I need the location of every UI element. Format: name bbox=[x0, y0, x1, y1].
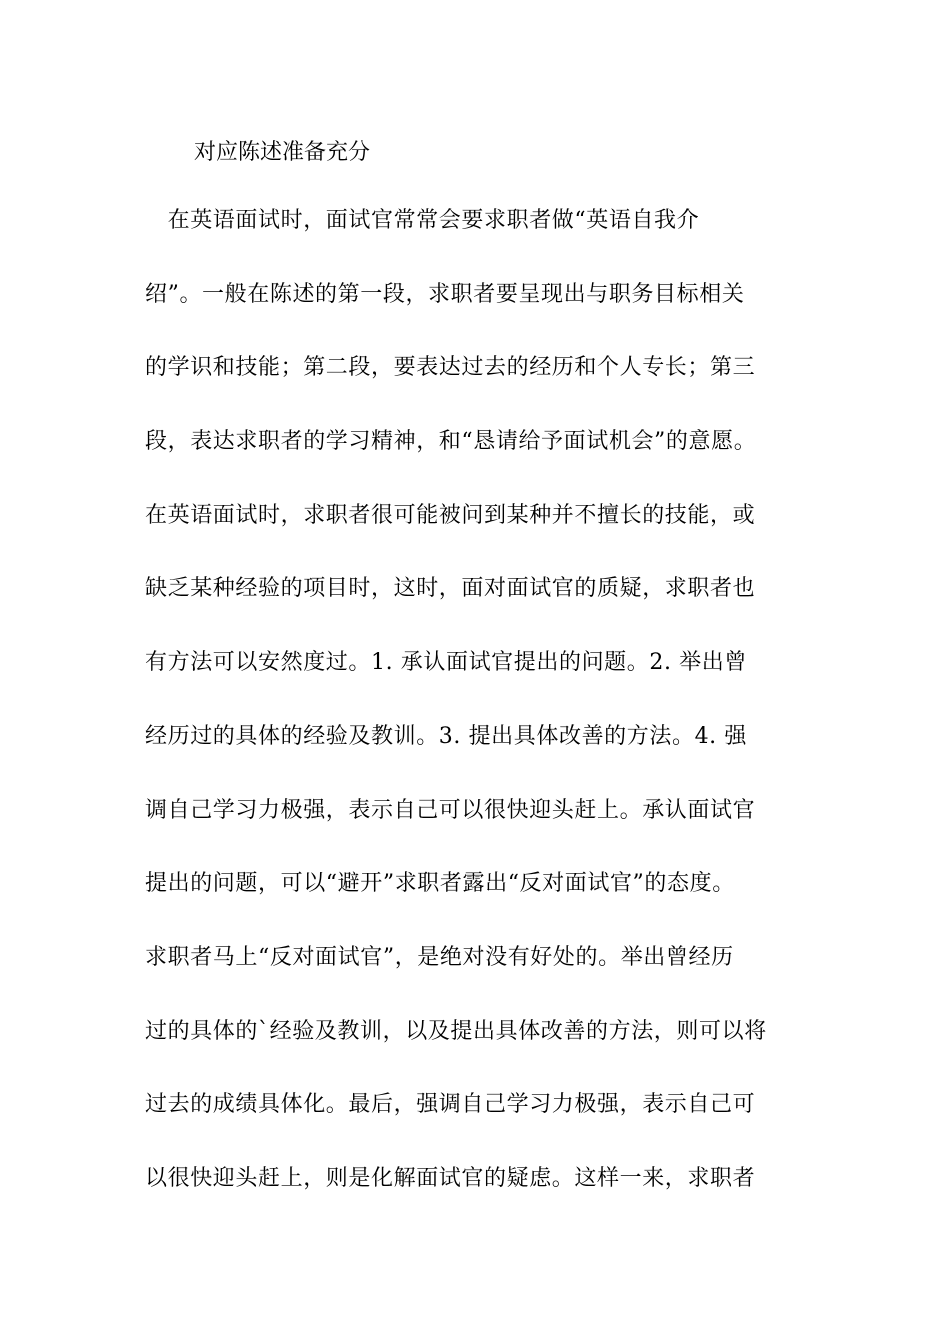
text-line: 提出的问题，可以“避开”求职者露出“反对面试官”的态度。 bbox=[145, 871, 735, 897]
text-line: 的学识和技能；第二段，要表达过去的经历和个人专长；第三 bbox=[145, 355, 756, 381]
section-heading: 对应陈述准备充分 bbox=[194, 140, 371, 165]
text-line: 经历过的具体的经验及教训。3. 提出具体改善的方法。4. 强 bbox=[145, 723, 747, 749]
body-paragraph bbox=[145, 203, 820, 1235]
text-line: 求职者马上“反对面试官”，是绝对没有好处的。举出曾经历 bbox=[145, 944, 734, 970]
text-line: 在英语面试时，面试官常常会要求职者做“英语自我介 bbox=[145, 208, 700, 233]
text-line: 过的具体的`经验及教训，以及提出具体改善的方法，则可以将 bbox=[145, 1018, 767, 1044]
text-line: 过去的成绩具体化。最后，强调自己学习力极强，表示自己可 bbox=[145, 1092, 756, 1118]
text-line: 在英语面试时，求职者很可能被问到某种并不擅长的技能，或 bbox=[145, 502, 756, 528]
text-line: 段，表达求职者的学习精神，和“恳请给予面试机会”的意愿。 bbox=[145, 429, 757, 455]
text-line: 有方法可以安然度过。1. 承认面试官提出的问题。2. 举出曾 bbox=[145, 650, 747, 676]
text-line: 以很快迎头赶上，则是化解面试官的疑虑。这样一来，求职者 bbox=[145, 1165, 756, 1191]
text-line: 缺乏某种经验的项目时，这时，面对面试官的质疑，求职者也 bbox=[145, 576, 756, 602]
text-line: 绍”。一般在陈述的第一段，求职者要呈现出与职务目标相关 bbox=[145, 281, 745, 307]
text-line: 调自己学习力极强，表示自己可以很快迎头赶上。承认面试官 bbox=[145, 797, 756, 823]
